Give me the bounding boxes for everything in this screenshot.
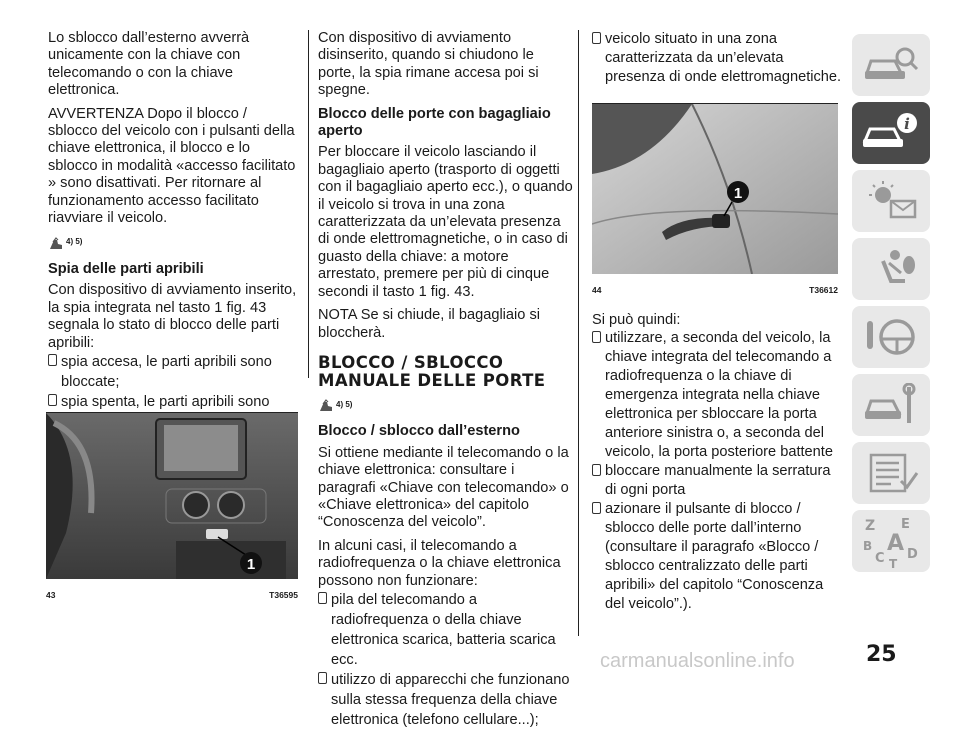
bullet-item — [48, 352, 298, 392]
figure-code: T36595 — [269, 590, 298, 601]
svg-text:D: D — [907, 547, 918, 562]
paragraph: Si può quindi: — [592, 311, 681, 328]
bullet-text: spia accesa, le parti apribili sono bloccate; — [61, 353, 272, 390]
warning-ref — [48, 233, 298, 250]
dashboard-photo — [46, 413, 298, 579]
bullet-box-icon — [48, 394, 57, 406]
bullet-box-icon — [592, 502, 601, 514]
bullet-item — [592, 30, 842, 87]
chapter-sidebar — [852, 34, 930, 578]
section-heading: Blocco / sblocco dall’esterno — [318, 423, 520, 440]
column-1 — [46, 30, 298, 601]
bullet-box-icon — [592, 32, 601, 44]
svg-text:T: T — [889, 557, 898, 568]
warning-lights-mail-icon — [861, 179, 921, 223]
svg-text:i: i — [904, 115, 910, 133]
warning-ref-number: 4) 5) — [66, 237, 83, 247]
bullet-text: spia spenta, le parti apribili sono — [61, 393, 270, 410]
chapter-heading: BLOCCO / SBLOCCO MANUALE DELLE PORTE — [318, 352, 546, 390]
paragraph: Con dispositivo di avviamento inserito, la spia integrata nel tasto 1 fig. 43 segnala lo stato di blocco delle parti apribili: — [48, 282, 297, 351]
steering-wheel-key-icon — [861, 315, 921, 359]
figure-caption — [592, 282, 838, 299]
section-heading: Spia delle parti apribili — [48, 260, 204, 277]
paragraph: Si ottiene mediante il telecomando o la chiave elettronica: consultare i paragrafi «Chiave con telecomando» o «Chiave elettronica» del capitolo “Conoscenza del veicolo”. — [318, 444, 569, 531]
door-handle-photo — [592, 104, 838, 274]
car-wrench-icon — [861, 383, 921, 427]
tab-maintenance[interactable] — [852, 374, 930, 436]
column-divider — [308, 30, 309, 378]
bullet-item — [592, 500, 842, 614]
figure-number: 44 — [592, 285, 602, 296]
bullet-box-icon — [318, 592, 327, 604]
bullet-text: utilizzo di apparecchi che funzionano sulla stessa frequenza della chiave elettronica (telefono cellulare...); — [331, 671, 570, 728]
column-2 — [318, 30, 574, 730]
watermark: carmanualsonline.info — [600, 650, 795, 672]
bullet-item — [592, 462, 842, 500]
car-search-icon — [861, 43, 921, 87]
car-info-icon — [859, 111, 923, 155]
airbag-seat-icon — [861, 247, 921, 291]
svg-text:E: E — [901, 517, 910, 532]
paragraph: In alcuni casi, il telecomando a radiofrequenza o la chiave elettronica possono non funzionare: — [318, 537, 561, 589]
bullet-text: pila del telecomando a radiofrequenza o della chiave elettronica scarica, batteria scarica ecc. — [331, 591, 556, 668]
warning-hand-icon — [48, 237, 64, 251]
tab-technical-data[interactable] — [852, 442, 930, 504]
tab-vehicle-info[interactable] — [852, 102, 930, 164]
bullet-box-icon — [592, 464, 601, 476]
tab-starting-driving[interactable] — [852, 306, 930, 368]
tab-safety[interactable] — [852, 238, 930, 300]
alphabet-index-icon — [859, 514, 923, 568]
figure-caption — [46, 587, 298, 604]
page-number: 25 — [866, 642, 897, 667]
bullet-item — [592, 329, 842, 462]
paragraph: Lo sblocco dall’esterno avverrà unicamente con la chiave con telecomando o con la chiave elettronica. — [48, 30, 250, 99]
figure-callout: 1 — [733, 185, 743, 202]
svg-text:B: B — [863, 539, 873, 553]
bullet-text: bloccare manualmente la serratura di ogni porta — [605, 463, 831, 499]
figure-number: 43 — [46, 590, 56, 601]
figure-44 — [592, 103, 838, 300]
warning-hand-icon — [318, 399, 334, 413]
bullet-text: utilizzare, a seconda del veicolo, la chiave integrata del telecomando a radiofrequenza o la chiave di emergenza integrata nella chiave elettronica per sbloccare la porta anteriore sinistra o, a seconda del veicolo, la porta posteriore battente — [605, 330, 833, 461]
warning-ref-number: 4) 5) — [336, 399, 353, 409]
paragraph: AVVERTENZA Dopo il blocco / sblocco del veicolo con i pulsanti della chiave elettronica, il blocco e lo sblocco in modalità «accesso facilitato » sono disattivati. Per ritornare al funzionamento accesso facilitato riavviare il veicolo. — [48, 105, 296, 227]
checklist-icon — [861, 451, 921, 495]
bullet-box-icon — [592, 331, 601, 343]
svg-text:C: C — [875, 551, 885, 566]
paragraph: Con dispositivo di avviamento disinserito, quando si chiudono le porte, la spia rimane accesa poi si spegne. — [318, 30, 539, 99]
bullet-text: veicolo situato in una zona caratterizzata da un’elevata presenza di onde elettromagnetiche. — [605, 31, 842, 85]
figure-code: T36612 — [809, 285, 838, 296]
bullet-text: azionare il pulsante di blocco / sblocco delle porte dall’interno (consultare il paragrafo «Blocco / sblocco centralizzato delle parti apribili» del capitolo “Conoscenza del veicolo”.). — [605, 501, 824, 613]
paragraph: NOTA Se si chiude, il bagagliaio si bloccherà. — [318, 307, 540, 341]
tab-warning-lights[interactable] — [852, 170, 930, 232]
bullet-box-icon — [48, 354, 57, 366]
column-3 — [592, 30, 842, 614]
warning-ref — [318, 396, 574, 413]
tab-vehicle-knowledge[interactable] — [852, 34, 930, 96]
section-heading: Blocco delle porte con bagagliaio aperto — [318, 105, 551, 140]
bullet-item — [318, 670, 574, 730]
bullet-item — [318, 590, 574, 670]
paragraph: Per bloccare il veicolo lasciando il bagagliaio aperto (trasporto di oggetti con il bagagliaio aperto ecc.), o quando il veicolo si trova in una zona caratterizzata da un’elevata presenza di onde elettromagnetiche, o in caso di guasto della chiave: a motore arrestato, premere per più di cinque secondi il tasto 1 fig. 43. — [318, 144, 573, 300]
svg-text:Z: Z — [865, 518, 876, 534]
figure-callout: 1 — [246, 556, 256, 573]
svg-text:A: A — [887, 531, 905, 556]
figure-43 — [46, 412, 298, 605]
tab-index[interactable] — [852, 510, 930, 572]
column-divider — [578, 30, 579, 636]
